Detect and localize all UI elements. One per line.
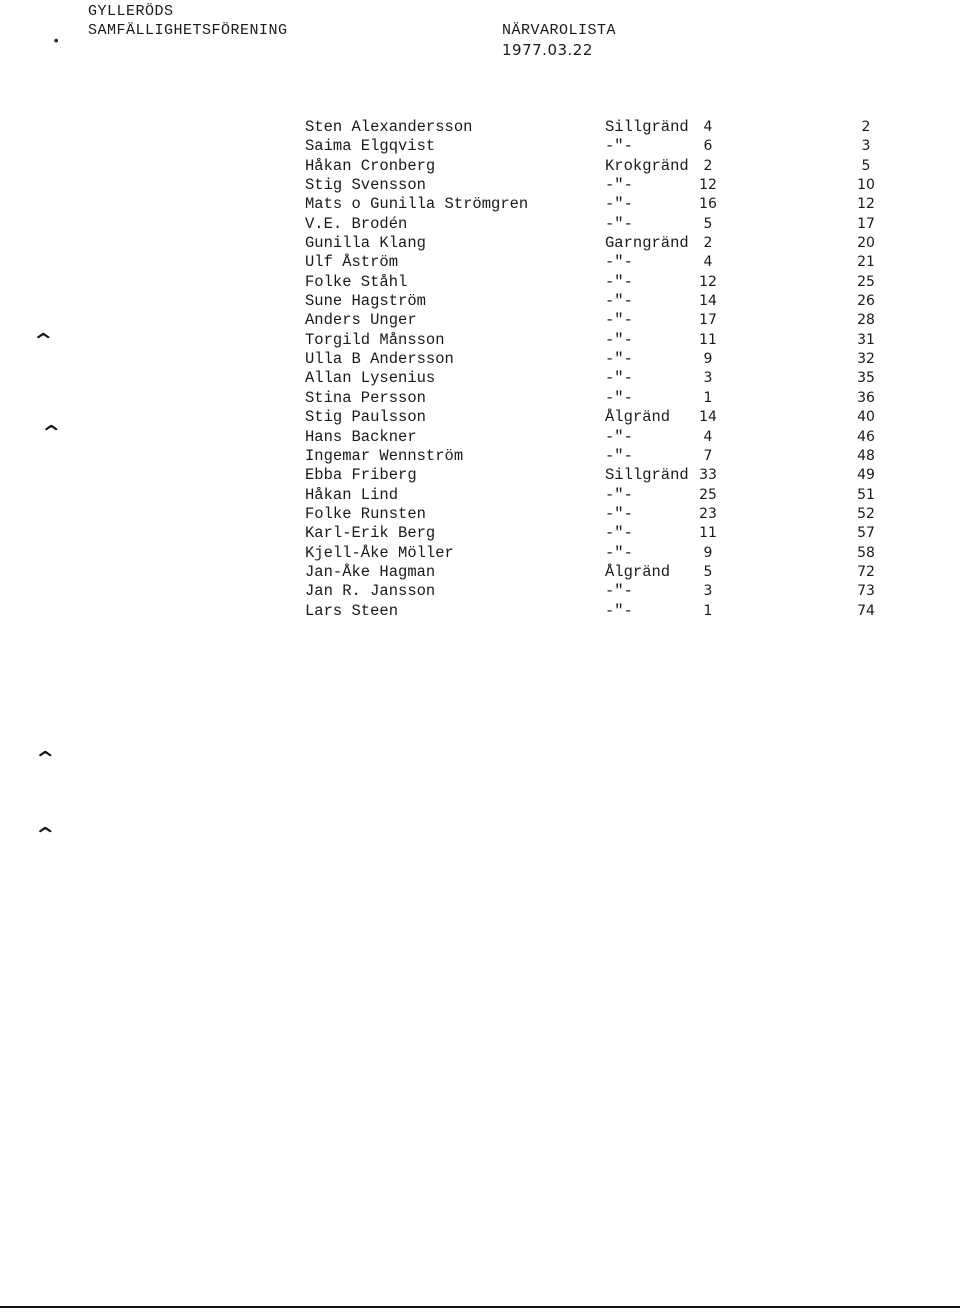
vote-number: 51	[857, 486, 875, 503]
attendee-name: Saima Elgqvist	[305, 137, 436, 156]
attendee-row	[0, 195, 960, 214]
attendee-name: Stina Persson	[305, 388, 426, 407]
attendee-row	[0, 389, 960, 408]
attendee-name: Håkan Lind	[305, 485, 399, 504]
street-name: -"-	[605, 253, 633, 272]
house-number: 17	[699, 312, 717, 329]
street-name: -"-	[605, 137, 633, 156]
street-name: Garngränd	[605, 234, 689, 253]
attendee-row	[0, 582, 960, 601]
street-name: Ålgränd	[605, 562, 671, 581]
vote-number: 17	[857, 215, 875, 232]
house-number: 9	[703, 351, 713, 368]
attendee-name: Kjell-Åke Möller	[305, 543, 454, 562]
street-name: Sillgränd	[605, 466, 689, 485]
street-name: -"-	[605, 427, 633, 446]
vote-number: 58	[857, 544, 875, 561]
street-name: Krokgränd	[605, 156, 689, 175]
street-name: -"-	[605, 524, 633, 543]
street-name: Sillgränd	[605, 118, 689, 136]
vote-number: 48	[857, 447, 875, 464]
attendee-name: V.E. Brodén	[305, 214, 408, 233]
street-name: -"-	[605, 543, 633, 562]
vote-number: 32	[857, 351, 875, 368]
handwritten-tick-mark: ⌃	[32, 748, 59, 773]
house-number: 2	[703, 157, 713, 174]
house-number: 11	[699, 525, 717, 542]
attendee-row	[0, 447, 960, 466]
document-date: 1977.03.22	[502, 41, 593, 59]
vote-number: 74	[857, 602, 875, 619]
house-number: 4	[703, 254, 713, 271]
attendee-row	[0, 137, 960, 156]
house-number: 12	[699, 177, 717, 194]
house-number: 4	[703, 119, 713, 135]
house-number: 6	[703, 138, 713, 155]
vote-number: 25	[857, 273, 875, 290]
attendee-row	[0, 486, 960, 505]
attendee-name: Karl-Erik Berg	[305, 524, 436, 543]
house-number: 12	[699, 273, 717, 290]
vote-number: 57	[857, 525, 875, 542]
attendee-name: Ulla B Andersson	[305, 350, 454, 369]
handwritten-tick-mark: ⌃	[38, 422, 65, 447]
house-number: 33	[699, 467, 717, 484]
street-name: -"-	[605, 195, 633, 214]
attendee-row	[0, 273, 960, 292]
attendee-row	[0, 157, 960, 176]
vote-number: 31	[857, 331, 875, 348]
attendee-name: Gunilla Klang	[305, 234, 426, 253]
vote-number: 73	[857, 583, 875, 600]
vote-number: 52	[857, 505, 875, 522]
street-name: -"-	[605, 330, 633, 349]
attendee-name: Folke Runsten	[305, 504, 426, 523]
house-number: 5	[703, 563, 713, 580]
attendee-name: Anders Unger	[305, 311, 417, 330]
street-name: -"-	[605, 446, 633, 465]
street-name: -"-	[605, 485, 633, 504]
house-number: 9	[703, 544, 713, 561]
attendee-row	[0, 350, 960, 369]
handwritten-tick-mark: ⌃	[30, 330, 57, 355]
attendee-name: Jan R. Jansson	[305, 582, 436, 601]
street-name: -"-	[605, 311, 633, 330]
house-number: 1	[703, 389, 713, 406]
attendee-name: Torgild Månsson	[305, 330, 445, 349]
attendee-row	[0, 292, 960, 311]
attendance-list	[0, 118, 960, 621]
vote-number: 35	[857, 370, 875, 387]
street-name: -"-	[605, 350, 633, 369]
house-number: 3	[703, 370, 713, 387]
attendee-row	[0, 428, 960, 447]
house-number: 11	[699, 331, 717, 348]
vote-number: 26	[857, 293, 875, 310]
attendee-row	[0, 466, 960, 485]
attendee-row	[0, 331, 960, 350]
attendee-name: Sten Alexandersson	[305, 118, 473, 136]
vote-number: 10	[857, 177, 875, 194]
stray-mark: •	[52, 34, 61, 50]
street-name: -"-	[605, 582, 633, 601]
attendee-name: Folke Ståhl	[305, 272, 408, 291]
attendee-row	[0, 215, 960, 234]
vote-number: 12	[857, 196, 875, 213]
document-title: NÄRVAROLISTA	[502, 22, 617, 39]
attendee-row	[0, 563, 960, 582]
vote-number: 20	[857, 235, 875, 252]
street-name: -"-	[605, 272, 633, 291]
vote-number: 5	[861, 157, 871, 174]
vote-number: 21	[857, 254, 875, 271]
street-name: -"-	[605, 601, 633, 620]
street-name: -"-	[605, 176, 633, 195]
attendee-row	[0, 234, 960, 253]
street-name: -"-	[605, 292, 633, 311]
vote-number: 3	[861, 138, 871, 155]
vote-number: 2	[861, 119, 871, 135]
house-number: 4	[703, 428, 713, 445]
street-name: -"-	[605, 369, 633, 388]
street-name: -"-	[605, 214, 633, 233]
house-number: 23	[699, 505, 717, 522]
attendee-name: Sune Hagström	[305, 292, 426, 311]
house-number: 2	[703, 235, 713, 252]
vote-number: 46	[857, 428, 875, 445]
association-name-line1: GYLLERÖDS	[88, 3, 174, 20]
house-number: 14	[699, 293, 717, 310]
house-number: 1	[703, 602, 713, 619]
bottom-rule	[0, 1306, 960, 1308]
street-name: -"-	[605, 504, 633, 523]
attendee-row	[0, 408, 960, 427]
attendee-name: Lars Steen	[305, 601, 399, 620]
house-number: 25	[699, 486, 717, 503]
attendee-row	[0, 524, 960, 543]
attendee-row	[0, 311, 960, 330]
vote-number: 40	[857, 409, 875, 426]
house-number: 14	[699, 409, 717, 426]
attendee-row	[0, 544, 960, 563]
handwritten-tick-mark: ⌃	[32, 824, 59, 849]
attendee-name: Stig Paulsson	[305, 408, 426, 427]
house-number: 16	[699, 196, 717, 213]
attendee-row	[0, 118, 960, 137]
vote-number: 49	[857, 467, 875, 484]
attendee-name: Håkan Cronberg	[305, 156, 436, 175]
attendee-row	[0, 253, 960, 272]
house-number: 5	[703, 215, 713, 232]
street-name: -"-	[605, 388, 633, 407]
attendee-name: Stig Svensson	[305, 176, 426, 195]
attendee-name: Ingemar Wennström	[305, 446, 464, 465]
house-number: 3	[703, 583, 713, 600]
attendee-name: Mats o Gunilla Strömgren	[305, 195, 529, 214]
vote-number: 72	[857, 563, 875, 580]
attendee-row	[0, 176, 960, 195]
attendee-name: Ebba Friberg	[305, 466, 417, 485]
vote-number: 36	[857, 389, 875, 406]
attendee-name: Allan Lysenius	[305, 369, 436, 388]
attendee-row	[0, 505, 960, 524]
attendee-row	[0, 602, 960, 621]
attendee-name: Jan-Åke Hagman	[305, 562, 436, 581]
vote-number: 28	[857, 312, 875, 329]
association-name-line2: SAMFÄLLIGHETSFÖRENING	[88, 22, 288, 39]
attendee-name: Hans Backner	[305, 427, 417, 446]
attendee-row	[0, 369, 960, 388]
street-name: Ålgränd	[605, 408, 671, 427]
attendee-name: Ulf Åström	[305, 253, 399, 272]
house-number: 7	[703, 447, 713, 464]
